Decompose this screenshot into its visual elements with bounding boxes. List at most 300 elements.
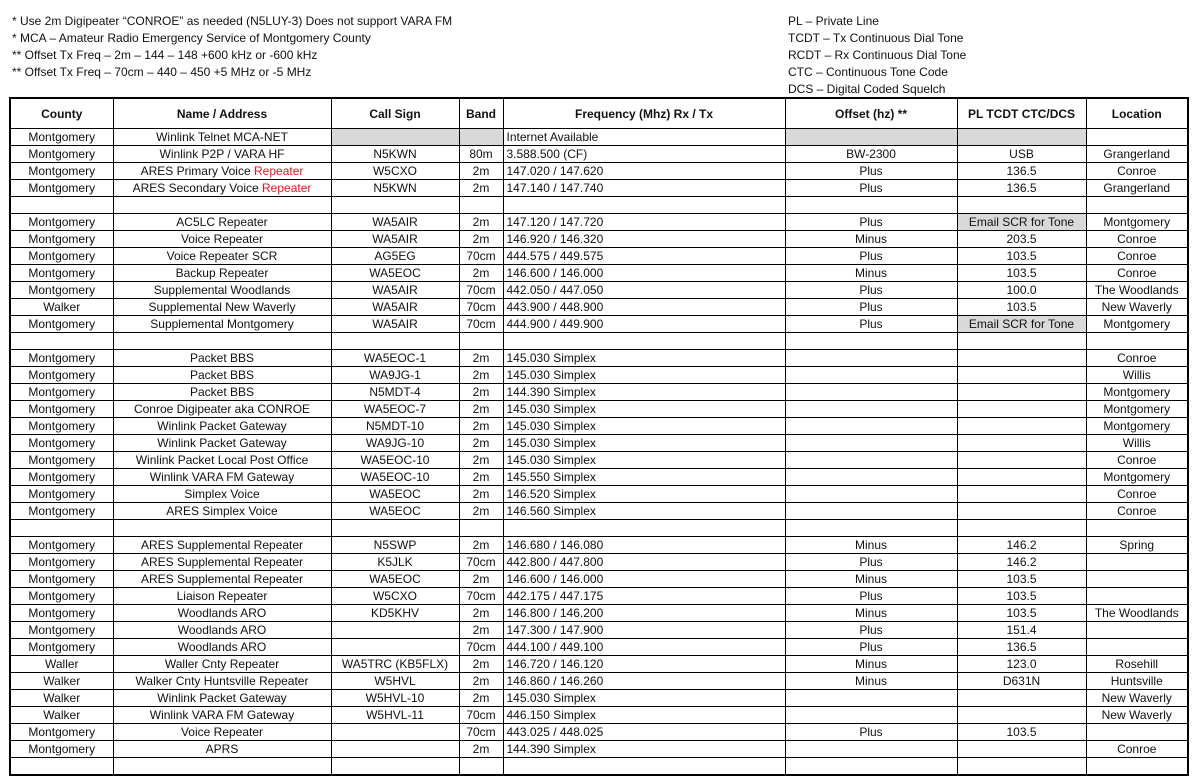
cell-call — [331, 639, 459, 656]
cell-county — [10, 707, 113, 724]
cell-offset — [785, 231, 957, 248]
county-text: Montgomery — [28, 504, 96, 518]
cell-county — [10, 384, 113, 401]
band-text: 2m — [472, 436, 490, 450]
cell-name — [113, 690, 331, 707]
cell-offset — [785, 741, 957, 758]
note-line: ** Offset Tx Freq – 70cm – 440 – 450 +5 MHz or -5 MHz — [12, 65, 312, 79]
cell-county — [10, 180, 113, 197]
cell-name — [113, 435, 331, 452]
call-text: W5CXO — [372, 164, 417, 178]
cell-freq — [503, 690, 785, 707]
note-line: ** Offset Tx Freq – 2m – 144 – 148 +600 kHz or -600 kHz — [12, 48, 318, 62]
cell-location — [1086, 673, 1188, 690]
cell-call — [331, 622, 459, 639]
county-text: Montgomery — [28, 147, 96, 161]
cell-freq — [503, 282, 785, 299]
frequency-table — [9, 97, 1189, 776]
band-text: 2m — [472, 691, 490, 705]
county-text: Montgomery — [28, 453, 96, 467]
freq-text: 144.390 Simplex — [506, 742, 596, 756]
cell-freq — [503, 656, 785, 673]
table-row — [10, 401, 1188, 418]
band-text: 2m — [472, 572, 490, 586]
name-text: Winlink Packet Local Post Office — [135, 453, 309, 467]
freq-text: 146.600 / 146.000 — [506, 266, 604, 280]
name-text: Packet BBS — [189, 368, 255, 382]
cell-offset — [785, 265, 957, 282]
cell-tone — [957, 282, 1086, 299]
freq-text: 147.140 / 147.740 — [506, 181, 604, 195]
table-row — [10, 571, 1188, 588]
freq-text: 146.860 / 146.260 — [506, 674, 604, 688]
call-text: AG5EG — [374, 249, 416, 263]
band-text: 2m — [472, 232, 490, 246]
cell-call — [331, 724, 459, 741]
cell-tone — [957, 214, 1086, 231]
tone-text: 103.5 — [1006, 266, 1037, 280]
county-text: Montgomery — [28, 470, 96, 484]
table-row — [10, 163, 1188, 180]
cell-county — [10, 231, 113, 248]
cell-location — [1086, 214, 1188, 231]
header-location: Location — [1086, 98, 1188, 129]
cell-freq — [503, 129, 785, 146]
location-text: Conroe — [1117, 487, 1157, 501]
note-line: * MCA – Amateur Radio Emergency Service of Montgomery County — [12, 31, 371, 45]
tone-text: 103.5 — [1006, 572, 1037, 586]
cell-county — [10, 282, 113, 299]
cell-tone — [957, 146, 1086, 163]
band-text: 70cm — [466, 725, 496, 739]
cell-county — [10, 129, 113, 146]
cell-call — [331, 197, 459, 214]
county-text: Montgomery — [28, 351, 96, 365]
cell-county — [10, 469, 113, 486]
freq-text: 442.800 / 447.800 — [506, 555, 604, 569]
band-text: 70cm — [466, 555, 496, 569]
cell-county — [10, 622, 113, 639]
cell-county — [10, 401, 113, 418]
cell-tone — [957, 231, 1086, 248]
band-text: 2m — [472, 419, 490, 433]
cell-band — [459, 401, 503, 418]
call-text: WA5AIR — [372, 232, 418, 246]
cell-location — [1086, 690, 1188, 707]
cell-call — [331, 537, 459, 554]
freq-text: 444.900 / 449.900 — [506, 317, 604, 331]
name-text: Woodlands ARO — [177, 623, 267, 637]
cell-county — [10, 418, 113, 435]
cell-freq — [503, 673, 785, 690]
cell-county — [10, 503, 113, 520]
freq-text: 145.030 Simplex — [506, 419, 596, 433]
cell-offset — [785, 605, 957, 622]
header-tone: PL TCDT CTC/DCS — [957, 98, 1086, 129]
cell-call — [331, 265, 459, 282]
cell-offset — [785, 656, 957, 673]
cell-name — [113, 571, 331, 588]
cell-location — [1086, 367, 1188, 384]
county-text: Walker — [43, 691, 81, 705]
name-highlight: Repeater — [262, 181, 312, 195]
cell-band — [459, 486, 503, 503]
band-text: 70cm — [466, 283, 496, 297]
cell-name — [113, 588, 331, 605]
cell-location — [1086, 384, 1188, 401]
tone-text: Email SCR for Tone — [968, 215, 1075, 229]
name-text: Waller Cnty Repeater — [164, 657, 280, 671]
cell-offset — [785, 146, 957, 163]
cell-freq — [503, 367, 785, 384]
table-row — [10, 469, 1188, 486]
cell-band — [459, 350, 503, 367]
cell-location — [1086, 146, 1188, 163]
call-text: W5HVL — [374, 674, 416, 688]
cell-location — [1086, 520, 1188, 537]
freq-text: 146.560 Simplex — [506, 504, 596, 518]
cell-county — [10, 741, 113, 758]
cell-band — [459, 231, 503, 248]
name-text: Packet BBS — [189, 351, 255, 365]
county-text: Montgomery — [28, 419, 96, 433]
cell-freq — [503, 197, 785, 214]
tone-text: 103.5 — [1006, 249, 1037, 263]
county-text: Montgomery — [28, 232, 96, 246]
cell-name — [113, 231, 331, 248]
cell-name — [113, 197, 331, 214]
cell-tone — [957, 486, 1086, 503]
cell-location — [1086, 163, 1188, 180]
cell-location — [1086, 469, 1188, 486]
name-text: ARES Secondary Voice — [132, 181, 259, 195]
name-text: Winlink P2P / VARA HF — [159, 147, 285, 161]
table-body — [10, 129, 1188, 776]
table-row — [10, 129, 1188, 146]
location-text: Conroe — [1117, 351, 1157, 365]
county-text: Montgomery — [28, 266, 96, 280]
call-text: W5HVL-11 — [366, 708, 424, 722]
cell-tone — [957, 299, 1086, 316]
cell-offset — [785, 418, 957, 435]
county-text: Montgomery — [28, 249, 96, 263]
cell-county — [10, 520, 113, 537]
table-row — [10, 350, 1188, 367]
band-text: 2m — [472, 606, 490, 620]
cell-band — [459, 333, 503, 350]
cell-offset — [785, 622, 957, 639]
cell-name — [113, 214, 331, 231]
location-text: Montgomery — [1103, 419, 1171, 433]
name-text: Packet BBS — [189, 385, 255, 399]
cell-freq — [503, 622, 785, 639]
cell-county — [10, 350, 113, 367]
name-text: Voice Repeater — [180, 232, 264, 246]
cell-freq — [503, 299, 785, 316]
cell-location — [1086, 316, 1188, 333]
offset-text: Plus — [859, 317, 883, 331]
cell-band — [459, 588, 503, 605]
call-text: N5KWN — [373, 147, 417, 161]
tone-text: 136.5 — [1006, 181, 1037, 195]
tone-text: 103.5 — [1006, 606, 1037, 620]
cell-location — [1086, 435, 1188, 452]
cell-location — [1086, 197, 1188, 214]
cell-name — [113, 605, 331, 622]
cell-tone — [957, 401, 1086, 418]
cell-tone — [957, 673, 1086, 690]
offset-text: Plus — [859, 640, 883, 654]
tone-text: 203.5 — [1006, 232, 1037, 246]
cell-band — [459, 452, 503, 469]
cell-call — [331, 214, 459, 231]
cell-location — [1086, 486, 1188, 503]
cell-call — [331, 656, 459, 673]
tone-text: Email SCR for Tone — [968, 317, 1075, 331]
cell-location — [1086, 588, 1188, 605]
cell-county — [10, 435, 113, 452]
cell-freq — [503, 401, 785, 418]
cell-freq — [503, 231, 785, 248]
cell-offset — [785, 486, 957, 503]
cell-location — [1086, 758, 1188, 776]
location-text: Montgomery — [1103, 402, 1171, 416]
cell-location — [1086, 656, 1188, 673]
cell-band — [459, 163, 503, 180]
name-text: Winlink Packet Gateway — [157, 436, 287, 450]
cell-band — [459, 554, 503, 571]
cell-freq — [503, 571, 785, 588]
cell-location — [1086, 622, 1188, 639]
call-text: WA5EOC — [369, 266, 421, 280]
cell-location — [1086, 180, 1188, 197]
cell-call — [331, 367, 459, 384]
name-text: Winlink VARA FM Gateway — [149, 470, 295, 484]
cell-county — [10, 571, 113, 588]
cell-offset — [785, 384, 957, 401]
offset-text: BW-2300 — [846, 147, 896, 161]
cell-county — [10, 333, 113, 350]
tone-text: 146.2 — [1006, 555, 1037, 569]
cell-offset — [785, 435, 957, 452]
cell-band — [459, 571, 503, 588]
name-text: Voice Repeater SCR — [166, 249, 278, 263]
cell-offset — [785, 758, 957, 776]
legend-line: DCS – Digital Coded Squelch — [788, 82, 946, 96]
county-text: Montgomery — [28, 640, 96, 654]
name-text: Walker Cnty Huntsville Repeater — [135, 674, 309, 688]
name-text: Simplex Voice — [184, 487, 260, 501]
table-row — [10, 656, 1188, 673]
band-text: 2m — [472, 402, 490, 416]
county-text: Montgomery — [28, 725, 96, 739]
cell-freq — [503, 520, 785, 537]
name-text: ARES Primary Voice — [140, 164, 251, 178]
cell-freq — [503, 146, 785, 163]
county-text: Walker — [43, 708, 81, 722]
location-text: Rosehill — [1115, 657, 1159, 671]
county-text: Montgomery — [28, 606, 96, 620]
name-text: Winlink Packet Gateway — [157, 691, 287, 705]
cell-offset — [785, 401, 957, 418]
cell-band — [459, 673, 503, 690]
offset-text: Minus — [854, 606, 887, 620]
call-text: N5KWN — [373, 181, 417, 195]
cell-call — [331, 231, 459, 248]
call-text: WA5AIR — [372, 317, 418, 331]
freq-text: 146.800 / 146.200 — [506, 606, 604, 620]
table-row — [10, 707, 1188, 724]
location-text: New Waverly — [1101, 708, 1172, 722]
band-text: 2m — [472, 470, 490, 484]
cell-county — [10, 146, 113, 163]
cell-tone — [957, 384, 1086, 401]
cell-call — [331, 401, 459, 418]
offset-text: Plus — [859, 725, 883, 739]
band-text: 70cm — [466, 589, 496, 603]
cell-band — [459, 639, 503, 656]
call-text: WA5EOC — [369, 487, 421, 501]
call-text: N5MDT-4 — [369, 385, 421, 399]
county-text: Montgomery — [28, 164, 96, 178]
freq-text: 146.920 / 146.320 — [506, 232, 604, 246]
cell-location — [1086, 605, 1188, 622]
cell-location — [1086, 571, 1188, 588]
cell-tone — [957, 537, 1086, 554]
cell-call — [331, 690, 459, 707]
cell-tone — [957, 333, 1086, 350]
name-text: AC5LC Repeater — [176, 215, 268, 229]
call-text: WA5EOC-10 — [360, 470, 430, 484]
call-text: WA9JG-10 — [365, 436, 425, 450]
name-highlight: Repeater — [254, 164, 304, 178]
freq-text: 444.100 / 449.100 — [506, 640, 604, 654]
cell-call — [331, 588, 459, 605]
cell-call — [331, 758, 459, 776]
call-text: WA5TRC (KB5FLX) — [341, 657, 449, 671]
table-row — [10, 741, 1188, 758]
cell-band — [459, 129, 503, 146]
county-text: Montgomery — [28, 215, 96, 229]
cell-name — [113, 401, 331, 418]
abbreviation-legend — [788, 13, 966, 98]
freq-text: 3.588.500 (CF) — [506, 147, 588, 161]
cell-offset — [785, 724, 957, 741]
band-text: 2m — [472, 538, 490, 552]
table-row — [10, 520, 1188, 537]
cell-band — [459, 520, 503, 537]
cell-name — [113, 503, 331, 520]
name-text: Supplemental Woodlands — [153, 283, 291, 297]
call-text: WA5EOC — [369, 572, 421, 586]
name-text: Winlink Packet Gateway — [157, 419, 287, 433]
cell-call — [331, 248, 459, 265]
cell-tone — [957, 520, 1086, 537]
cell-offset — [785, 350, 957, 367]
cell-band — [459, 299, 503, 316]
cell-tone — [957, 418, 1086, 435]
name-text: Woodlands ARO — [177, 640, 267, 654]
cell-call — [331, 129, 459, 146]
cell-county — [10, 214, 113, 231]
cell-offset — [785, 248, 957, 265]
cell-county — [10, 690, 113, 707]
cell-band — [459, 690, 503, 707]
cell-call — [331, 180, 459, 197]
table-row — [10, 639, 1188, 656]
freq-text: 147.120 / 147.720 — [506, 215, 604, 229]
call-text: KD5KHV — [370, 606, 420, 620]
cell-tone — [957, 452, 1086, 469]
table-row — [10, 724, 1188, 741]
cell-call — [331, 469, 459, 486]
cell-call — [331, 350, 459, 367]
cell-location — [1086, 248, 1188, 265]
cell-county — [10, 197, 113, 214]
table-row — [10, 333, 1188, 350]
offset-text: Plus — [859, 589, 883, 603]
table-row — [10, 316, 1188, 333]
cell-band — [459, 265, 503, 282]
cell-tone — [957, 588, 1086, 605]
cell-county — [10, 537, 113, 554]
cell-tone — [957, 758, 1086, 776]
call-text: WA5EOC-1 — [363, 351, 427, 365]
location-text: The Woodlands — [1094, 283, 1179, 297]
tone-text: 136.5 — [1006, 640, 1037, 654]
cell-call — [331, 146, 459, 163]
table-row — [10, 537, 1188, 554]
cell-tone — [957, 435, 1086, 452]
call-text: N5MDT-10 — [365, 419, 424, 433]
offset-text: Plus — [859, 555, 883, 569]
cell-tone — [957, 741, 1086, 758]
table-row — [10, 503, 1188, 520]
offset-text: Minus — [854, 232, 887, 246]
call-text: WA5AIR — [372, 283, 418, 297]
cell-county — [10, 486, 113, 503]
name-text: Winlink VARA FM Gateway — [149, 708, 295, 722]
cell-tone — [957, 690, 1086, 707]
cell-band — [459, 469, 503, 486]
cell-tone — [957, 350, 1086, 367]
legend-line: PL – Private Line — [788, 14, 879, 28]
tone-text: 103.5 — [1006, 589, 1037, 603]
cell-band — [459, 707, 503, 724]
table-row — [10, 605, 1188, 622]
cell-offset — [785, 367, 957, 384]
location-text: Montgomery — [1103, 317, 1171, 331]
cell-location — [1086, 418, 1188, 435]
cell-offset — [785, 316, 957, 333]
name-text: Supplemental Montgomery — [150, 317, 294, 331]
cell-band — [459, 282, 503, 299]
band-text: 2m — [472, 657, 490, 671]
cell-county — [10, 605, 113, 622]
cell-location — [1086, 639, 1188, 656]
notes-left — [12, 13, 452, 81]
tone-text: 103.5 — [1006, 300, 1037, 314]
cell-name — [113, 180, 331, 197]
freq-text: 146.680 / 146.080 — [506, 538, 604, 552]
freq-text: 145.030 Simplex — [506, 436, 596, 450]
county-text: Montgomery — [28, 385, 96, 399]
call-text: K5JLK — [377, 555, 413, 569]
call-text: WA5EOC — [369, 504, 421, 518]
location-text: Huntsville — [1110, 674, 1163, 688]
cell-name — [113, 741, 331, 758]
header-call-sign: Call Sign — [331, 98, 459, 129]
